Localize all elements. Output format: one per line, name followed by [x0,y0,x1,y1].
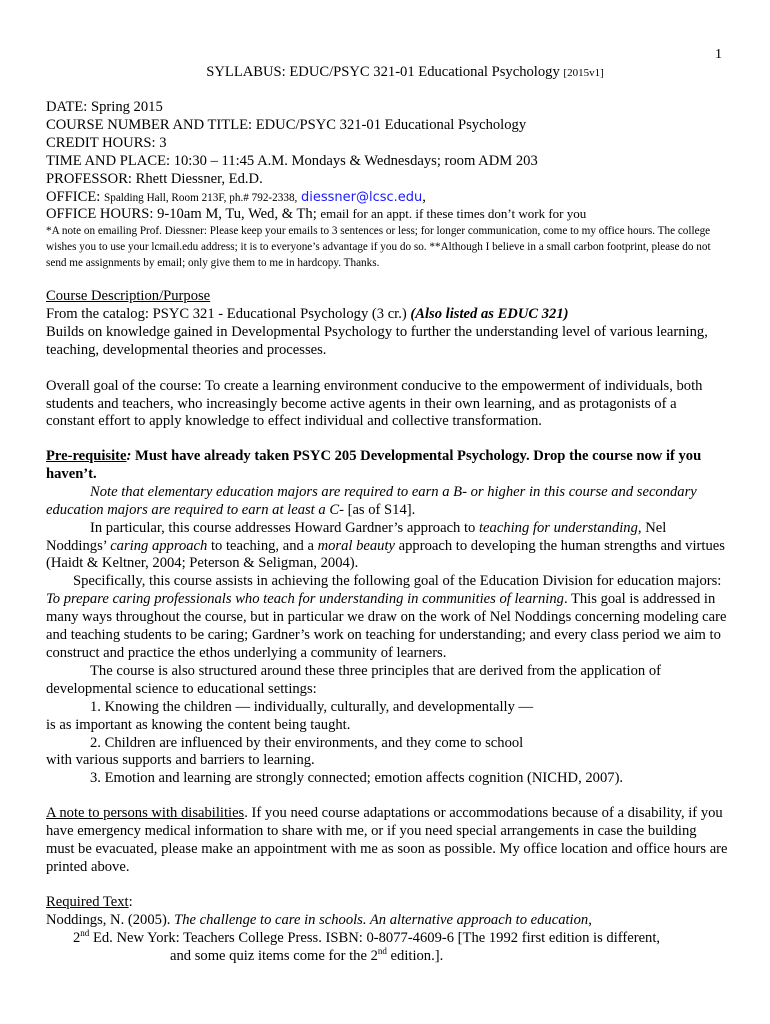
grade-note-tail: [as of S14]. [343,501,416,518]
approach-text-4: caring approach [110,537,208,554]
office-hours-note: email for an appt. if these times don’t work for you [320,206,587,222]
edition-note-line [46,945,728,966]
office-line [46,189,728,207]
date-line: DATE: Spring 2015 [46,99,163,115]
course-description [46,288,728,431]
division-text-1: Specifically, this course assists in achieving the following goal of the Education Division for education majors: [73,573,722,590]
email-comma: , [422,188,426,205]
office-label: OFFICE: [46,188,101,205]
disabilities-heading: A note to persons with disabilities [46,805,245,821]
principles-intro: The course is also structured around these three principles that are derived from the application of developmental science to educational settings: [46,662,661,697]
prereq-label: Pre-requisite [46,448,127,464]
prerequisite-section [46,448,728,788]
title-version: [2015v1] [563,67,604,79]
required-heading: Required Text [46,894,129,910]
approach-text-7: approach to developing the human strengths and virtues (Haidt & Keltner, 2004; Peterson & Seligman, 2004). [46,537,725,572]
principle-2a: 2. Children are influenced by their environments, and they come to school [90,734,524,751]
prereq-line [46,448,728,484]
office-detail: Spalding Hall, Room 213F, ph.# 792-2338, [104,191,298,204]
prereq-colon: : [126,448,132,464]
approach-text-5: to teaching, and a [207,537,318,554]
credit-line: CREDIT HOURS: 3 [46,134,167,151]
citation-comma: , [588,911,592,928]
time-line: TIME AND PLACE: 10:30 – 11:45 A.M. Mondays & Wednesdays; room ADM 203 [46,152,538,169]
approach-text-2: teaching for understanding, [479,519,642,536]
approach-text-3: Nel Noddings’ [46,519,667,554]
catalog-line [46,306,728,324]
edition-line [46,927,728,948]
goal-division-paragraph [46,573,728,663]
prereq-text: Must have already taken PSYC 205 Developmental Psychology. Drop the course now if you haven’t. [46,448,702,482]
edition-number: 2 [73,929,81,946]
approach-paragraph [46,520,728,574]
also-listed: (Also listed as EDUC 321) [410,305,569,322]
edition-note-sup: nd [377,945,387,956]
principle-2b: with various supports and barriers to learning. [46,752,315,769]
edition-sup: nd [80,927,90,938]
approach-text-6: moral beauty [317,537,395,554]
title-main: SYLLABUS: EDUC/PSYC 321-01 Educational Psychology [206,64,560,80]
principle-1b: is as important as knowing the content being taught. [46,716,351,733]
required-heading-line [46,894,728,912]
course-line: COURSE NUMBER AND TITLE: EDUC/PSYC 321-01 Educational Psychology [46,116,527,133]
citation-title: The challenge to care in schools. An alternative approach to education [174,911,589,928]
citation-line [46,912,728,930]
required-colon: : [128,894,133,910]
grade-note-text: Note that elementary education majors are required to earn a B- or higher in this course and secondary education majors are required to earn at least a C- [46,483,697,518]
approach-text-1: In particular, this course addresses Howard Gardner’s approach to [90,519,479,536]
principle-1a: 1. Knowing the children — individually, culturally, and developmentally — [90,698,534,715]
disabilities-section [46,805,728,877]
email-note: *A note on emailing Prof. Diessner: Please keep your emails to 3 sentences or less; for longer communication, come to my office hours. The college wishes you to use your lcmail.edu address; it is to everyone’s advantage if you do so. **Although I believe in a small carbon footprint, please do not send me assignments by email; only give them to me in hardcopy. Thanks. [46,225,711,269]
edition-note-b: edition.]. [386,947,444,964]
page-title [0,64,770,83]
builds-paragraph: Builds on knowledge gained in Developmental Psychology to further the understanding level of various learning, teaching, developmental theories and processes. [46,323,708,358]
division-text-3: . This goal is addressed in many ways throughout the course, but in particular we draw on the work of Nel Noddings concerning modeling care and teaching students to be caring; Gardner’s work on teaching for understanding; and every class period we aim to construct and practice the ethos underlying a community of learners. [46,591,727,661]
grade-note [46,484,728,520]
goal-paragraph: Overall goal of the course: To create a learning environment conducive to the empowerment of individuals, both students and teachers, who increasingly become active agents in their own learning, and as protagonists of a constant effort to apply knowledge to effect individual and collective transformation. [46,377,703,430]
edition-rest: Ed. New York: Teachers College Press. ISBN: 0-8077-4609-6 [The 1992 first edition is different, [89,929,661,946]
catalog-text: From the catalog: PSYC 321 - Educational Psychology (3 cr.) [46,305,407,322]
page-number: 1 [715,47,722,62]
principle-3: 3. Emotion and learning are strongly connected; emotion affects cognition (NICHD, 2007). [90,770,624,787]
email-link[interactable]: diessner@lcsc.edu [301,189,423,205]
disabilities-text: . If you need course adaptations or accommodations because of a disability, if you have emergency medical information to share with me, or if you need special arrangements in case the building must be evacuated, please make an appointment with me as soon as possible. My office location and office hours are printed above. [46,805,728,875]
office-hours-line [46,206,728,224]
office-hours-main: OFFICE HOURS: 9-10am M, Tu, Wed, & Th; [46,206,317,223]
edition-note-a: and some quiz items come for the 2 [170,947,378,964]
required-text-section [46,894,728,966]
citation-author: Noddings, N. (2005). [46,911,175,928]
professor-line: PROFESSOR: Rhett Diessner, Ed.D. [46,170,263,187]
course-info [46,99,728,271]
disabilities-paragraph [46,805,728,877]
description-heading: Course Description/Purpose [46,288,211,304]
division-text-2: To prepare caring professionals who teach for understanding in communities of learning [46,591,564,608]
